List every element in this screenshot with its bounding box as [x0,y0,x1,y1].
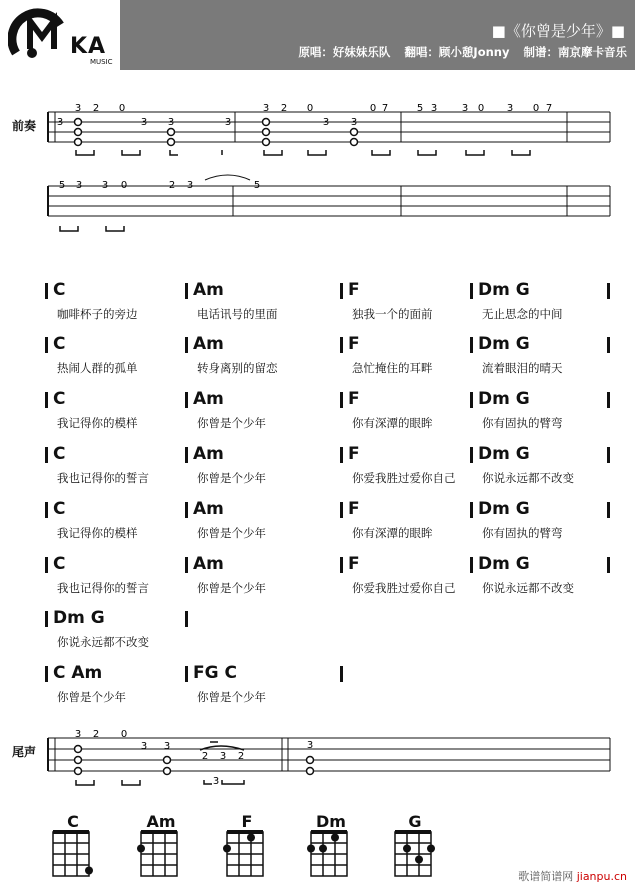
svg-text:0: 0 [369,103,377,114]
chord-diagram-name: F [241,812,253,831]
svg-text:7: 7 [545,103,553,114]
svg-text:0: 0 [477,103,485,114]
bar-line [607,283,610,299]
lyric-line: 你有深潭的眼眸 [352,526,433,540]
bar-line [607,502,610,518]
lyric-line: 你曾是个少年 [197,581,266,595]
credits [284,44,627,60]
svg-text:3: 3 [101,180,109,191]
outro-tablature [0,728,635,798]
watermark-url: jianpu.cn [576,870,627,883]
svg-text:3: 3 [163,741,171,752]
svg-text:3: 3 [350,117,358,128]
finger-dot [307,845,315,853]
svg-text:2: 2 [168,180,176,191]
svg-text:3: 3 [140,117,148,128]
logo-subtext: MUSIC [90,58,113,66]
chord-symbol: Am [193,280,224,300]
svg-text:3: 3 [506,103,514,114]
fretboard-grid [306,830,356,882]
chord-symbol: FG C [193,663,237,683]
svg-text:3: 3 [306,740,314,751]
chord-diagram [390,812,450,882]
bar-line [185,283,188,299]
chord-symbol: C [53,334,66,354]
chord-row [45,496,620,546]
svg-text:5: 5 [253,180,261,191]
finger-dot [403,845,411,853]
svg-text:3: 3 [212,776,220,787]
chord-symbol: Dm G [478,499,530,519]
lyric-line: 流着眼泪的晴天 [482,361,563,375]
svg-text:3: 3 [461,103,469,114]
lyric-line: 你曾是个少年 [197,416,266,430]
bar-line [45,283,48,299]
bar-line [607,337,610,353]
lyric-line: 你曾是个少年 [57,690,126,704]
logo-text: KA [70,34,107,59]
outro-label: 尾声 [12,745,37,759]
credit-original: 原唱：好妹妹乐队 [298,45,391,59]
svg-text:7: 7 [381,103,389,114]
bar-line [45,611,48,627]
bar-line [470,447,473,463]
bar-line [185,557,188,573]
lyric-line: 你爱我胜过爱你自己 [352,581,456,595]
watermark-site: 歌谱简谱网 [518,870,574,883]
lyric-line: 我也记得你的誓言 [57,471,149,485]
svg-text:5: 5 [416,103,424,114]
finger-dot [319,845,327,853]
finger-dot [415,856,423,864]
chord-row [45,551,620,601]
bar-line [45,447,48,463]
chord-diagram-name: Dm [316,812,346,831]
chord-row [45,277,620,327]
fretboard-grid [222,830,272,882]
lyric-line: 你有固执的臂弯 [482,416,563,430]
svg-text:2: 2 [92,103,100,114]
svg-text:3: 3 [74,729,82,740]
chord-symbol: Dm G [478,389,530,409]
chord-row [45,605,620,655]
bar-line [340,283,343,299]
bar-line [45,666,48,682]
svg-text:2: 2 [201,751,209,762]
bar-line [470,283,473,299]
chord-row [45,441,620,491]
lyric-line: 你说永远都不改变 [482,471,574,485]
lyric-line: 你有深潭的眼眸 [352,416,433,430]
bar-line [45,557,48,573]
svg-text:3: 3 [186,180,194,191]
svg-text:0: 0 [120,729,128,740]
chord-row [45,331,620,381]
chord-symbol: Am [193,334,224,354]
svg-text:3: 3 [224,117,232,128]
bar-line [340,666,343,682]
chord-symbol: C [53,444,66,464]
header-banner [0,0,635,70]
bar-line [470,502,473,518]
fretboard-grid [48,830,98,882]
chord-symbol: F [348,444,360,464]
intro-label: 前奏 [12,119,37,133]
chord-diagram-name: G [408,812,422,831]
mocha-logo-icon [8,3,68,63]
svg-text:0: 0 [118,103,126,114]
chord-symbol: C [53,389,66,409]
bar-line [185,337,188,353]
lyric-line: 转身离别的留恋 [197,361,278,375]
lyric-line: 我也记得你的誓言 [57,581,149,595]
svg-text:3: 3 [430,103,438,114]
fretboard-grid [390,830,440,882]
bar-line [340,502,343,518]
svg-text:2: 2 [92,729,100,740]
chord-symbol: F [348,334,360,354]
bar-line [340,337,343,353]
chord-symbol: Dm G [478,554,530,574]
watermark [518,868,627,884]
bar-line [185,502,188,518]
svg-text:2: 2 [237,751,245,762]
chord-symbol: Am [193,389,224,409]
lyric-line: 无止思念的中间 [482,307,563,321]
bar-line [470,337,473,353]
chord-symbol: Dm G [478,280,530,300]
chord-diagram [306,812,366,882]
svg-text:3: 3 [219,751,227,762]
chord-symbol: Am [193,499,224,519]
finger-dot [331,834,339,842]
svg-text:5: 5 [58,180,66,191]
svg-text:3: 3 [140,741,148,752]
bar-line [185,392,188,408]
song-title: ■《你曾是少年》■ [491,22,625,40]
lyric-line: 你有固执的臂弯 [482,526,563,540]
finger-dot [247,834,255,842]
svg-text:3: 3 [167,117,175,128]
chord-row [45,660,620,710]
svg-text:0: 0 [532,103,540,114]
chord-symbol: C Am [53,663,103,683]
bar-line [185,611,188,627]
lyric-line: 你说永远都不改变 [482,581,574,595]
chord-symbol: Dm G [478,444,530,464]
lyric-line: 电话讯号的里面 [197,307,278,321]
lyric-line: 咖啡杯子的旁边 [57,307,138,321]
svg-text:3: 3 [74,103,82,114]
lyric-line: 急忙掩住的耳畔 [352,361,433,375]
bar-line [607,447,610,463]
lyric-line: 你曾是个少年 [197,526,266,540]
lyric-line: 热闹人群的孤单 [57,361,138,375]
svg-text:3: 3 [262,103,270,114]
fretboard-grid [136,830,186,882]
chord-symbol: F [348,280,360,300]
bar-line [45,392,48,408]
chord-diagram [48,812,108,882]
chord-symbol: F [348,554,360,574]
svg-text:3: 3 [75,180,83,191]
chord-symbol: F [348,389,360,409]
chord-symbol: Am [193,444,224,464]
chord-symbol: C [53,554,66,574]
chord-diagram-name: C [67,812,79,831]
bar-line [340,392,343,408]
chord-symbol: Dm G [478,334,530,354]
finger-dot [85,867,93,875]
bar-line [470,557,473,573]
svg-text:2: 2 [280,103,288,114]
bar-line [185,666,188,682]
lyric-line: 我记得你的模样 [57,526,138,540]
svg-text:0: 0 [306,103,314,114]
finger-dot [223,845,231,853]
lyric-line: 独我一个的面前 [352,307,433,321]
bar-line [340,447,343,463]
lyric-line: 我记得你的模样 [57,416,138,430]
credit-cover: 翻唱：顾小憩Jonny [404,45,510,59]
credit-arranger: 制谱：南京摩卡音乐 [523,45,627,59]
bar-line [607,392,610,408]
bar-line [45,337,48,353]
finger-dot [427,845,435,853]
chord-diagram [136,812,196,882]
finger-dot [137,845,145,853]
chord-symbol: C [53,499,66,519]
svg-text:3: 3 [322,117,330,128]
chord-diagram [222,812,282,882]
bar-line [470,392,473,408]
chord-row [45,386,620,436]
chord-symbol: F [348,499,360,519]
svg-text:0: 0 [120,180,128,191]
chord-diagram-name: Am [146,812,176,831]
svg-text:3: 3 [56,117,64,128]
bar-line [185,447,188,463]
bar-line [340,557,343,573]
chord-symbol: Dm G [53,608,105,628]
lyric-line: 你说永远都不改变 [57,635,149,649]
lyric-line: 你爱我胜过爱你自己 [352,471,456,485]
chord-symbol: Am [193,554,224,574]
lyric-line: 你曾是个少年 [197,690,266,704]
bar-line [607,557,610,573]
bar-line [45,502,48,518]
chord-symbol: C [53,280,66,300]
logo [0,0,120,70]
lyric-line: 你曾是个少年 [197,471,266,485]
